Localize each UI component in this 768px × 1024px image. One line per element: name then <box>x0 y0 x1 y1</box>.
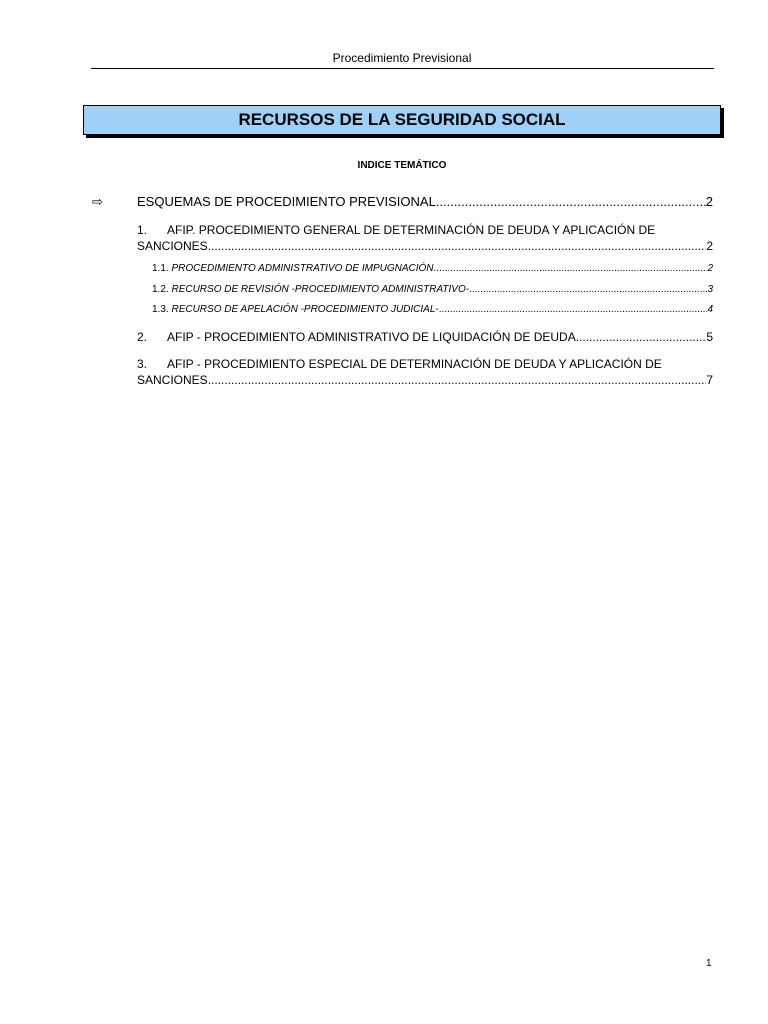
toc-leader-dots <box>436 194 706 209</box>
toc-entry-3-page: 7 <box>706 373 713 387</box>
toc-entry-1-1-label: PROCEDIMIENTO ADMINISTRATIVO DE IMPUGNACIÓN <box>171 263 434 274</box>
toc-entry-main-page: 2 <box>705 194 713 209</box>
toc-leader-dots <box>208 373 707 387</box>
toc-leader-dots <box>469 284 707 295</box>
toc-entry-1-2-page: 3 <box>707 284 713 295</box>
header-rule <box>91 68 714 69</box>
toc-entry-1-page: 2 <box>706 239 713 253</box>
toc-entry-2-page: 5 <box>706 330 713 344</box>
toc-entry-2-number: 2. <box>137 330 148 344</box>
toc-entry-3-label: AFIP - PROCEDIMIENTO ESPECIAL DE DETERMINACIÓN DE DEUDA Y APLICACIÓN DE <box>167 357 662 371</box>
toc-entry-main[interactable] <box>137 194 713 209</box>
page-number: 1 <box>706 958 712 969</box>
toc-entry-1-1-page: 2 <box>707 263 713 274</box>
toc-entry-3-line1[interactable] <box>137 357 662 371</box>
toc-entry-1-2[interactable] <box>152 284 713 295</box>
toc-entry-3-line2[interactable] <box>137 373 713 387</box>
toc-entry-2-label: AFIP - PROCEDIMIENTO ADMINISTRATIVO DE LIQUIDACIÓN DE DEUDA <box>167 330 576 344</box>
document-title <box>83 105 721 135</box>
toc-entry-1-3-number: 1.3. <box>152 304 169 315</box>
toc-entry-1-2-number: 1.2. <box>152 284 169 295</box>
toc-entry-3-number: 3. <box>137 357 148 371</box>
toc-entry-1-label: AFIP. PROCEDIMIENTO GENERAL DE DETERMINACIÓN DE DEUDA Y APLICACIÓN DE <box>167 223 656 237</box>
toc-entry-1-label-cont: SANCIONES <box>137 239 208 253</box>
toc-entry-1-3-page: 4 <box>707 304 713 315</box>
arrow-right-icon: ⇨ <box>92 194 103 209</box>
toc-leader-dots <box>434 263 708 274</box>
toc-leader-dots <box>208 239 707 253</box>
toc-leader-dots <box>439 304 708 315</box>
running-header: Procedimiento Previsional <box>332 51 472 65</box>
index-subtitle: INDICE TEMÁTICO <box>357 160 447 171</box>
toc-entry-2[interactable] <box>137 330 713 344</box>
toc-entry-1-3[interactable] <box>152 304 713 315</box>
toc-entry-1-2-label: RECURSO DE REVISIÓN -PROCEDIMIENTO ADMINISTRATIVO- <box>171 284 470 295</box>
toc-entry-main-label: ESQUEMAS DE PROCEDIMIENTO PREVISIONAL <box>137 194 436 209</box>
toc-entry-1-line1[interactable] <box>137 223 655 237</box>
toc-entry-1-number: 1. <box>137 223 148 237</box>
toc-leader-dots <box>576 330 707 344</box>
toc-entry-1-1-number: 1.1. <box>152 263 169 274</box>
document-title-text: RECURSOS DE LA SEGURIDAD SOCIAL <box>238 110 566 129</box>
toc-entry-3-label-cont: SANCIONES <box>137 373 208 387</box>
toc-entry-1-line2[interactable] <box>137 239 713 253</box>
toc-entry-1-1[interactable] <box>152 263 713 274</box>
toc-entry-1-3-label: RECURSO DE APELACIÓN -PROCEDIMIENTO JUDICIAL- <box>171 304 439 315</box>
